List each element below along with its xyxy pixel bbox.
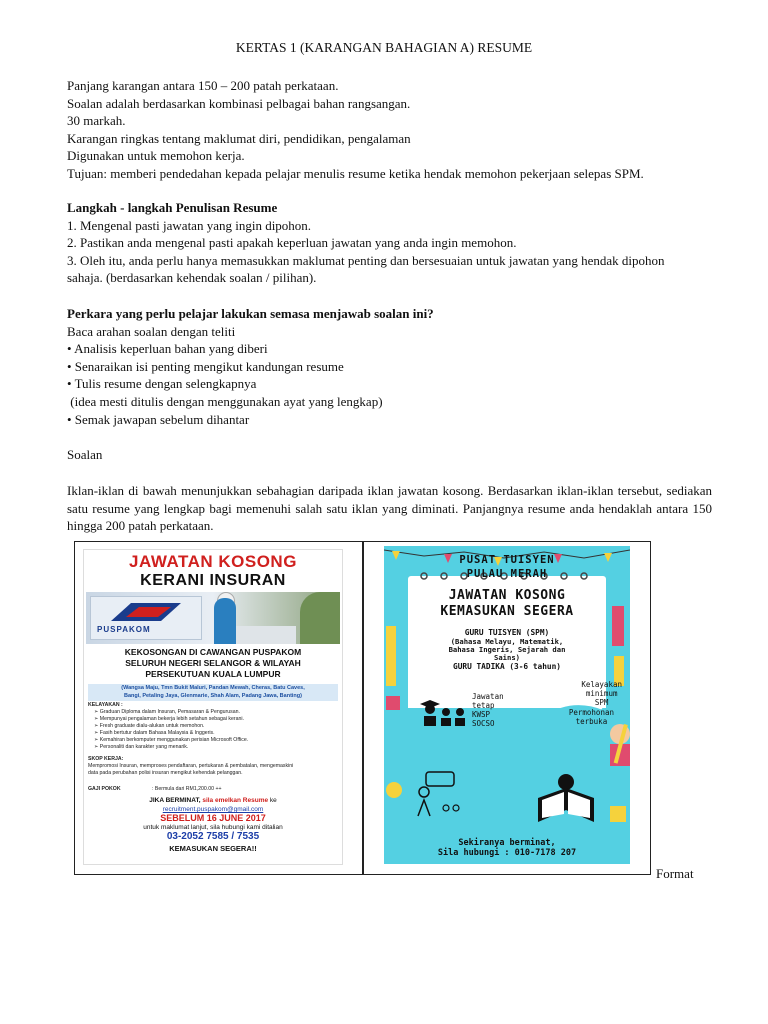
tree [300, 592, 340, 644]
ad1-deadline: SEBELUM 16 JUNE 2017 [160, 813, 266, 823]
intro-line: 30 markah. [67, 113, 126, 129]
scope-line: data pada perubahan polisi insuran mengikut kehendak pelanggan. [88, 770, 243, 776]
step-item: 2. Pastikan anda mengenal pasti apakah keperluan jawatan yang anda ingin memohon. [67, 235, 517, 251]
ad2-contact-1: Sekiranya berminat, [458, 838, 556, 848]
salary-label: GAJI POKOK [88, 786, 121, 792]
qual-item: ➢ Mempunyai pengalaman bekerja lebih setahun sebagai kerani. [94, 716, 244, 722]
steps-heading: Langkah - langkah Penulisan Resume [67, 200, 278, 215]
format-label: Format [656, 866, 694, 881]
qual-line: Kelayakan [581, 680, 622, 689]
tip-item: • Analisis keperluan bahan yang diberi [67, 341, 268, 357]
tip-item: (idea mesti ditulis dengan menggunakan ayat yang lengkap) [67, 393, 383, 409]
table-divider [362, 542, 364, 874]
cta-highlight: sila emelkan Resume [202, 797, 269, 804]
ad1-urgent: KEMASUKAN SEGERA!! [169, 844, 257, 853]
ad1-salary [88, 786, 338, 793]
ad-pusat-tuisyen [384, 546, 630, 864]
person-figure [214, 598, 236, 644]
page-title: KERTAS 1 (KARANGAN BAHAGIAN A) RESUME [235, 40, 533, 55]
ad1-phone: 03-2052 7585 / 7535 [166, 831, 260, 842]
ad2-contact-2: Sila hubungi : 010-7178 207 [437, 848, 577, 858]
ad2-headline-1: JAWATAN KOSONG [448, 588, 566, 603]
ad2-open [569, 708, 614, 726]
ad2-qualification [581, 680, 622, 707]
ad1-title: JAWATAN KOSONG [129, 552, 297, 571]
branch-line: KEKOSONGAN DI CAWANGAN PUSPAKOM [124, 647, 302, 657]
ad1-areas [88, 684, 338, 701]
salary-value: : Bermula dari RM1,200.00 ++ [152, 786, 222, 792]
ad2-job1: GURU TUISYEN (SPM) [464, 628, 550, 637]
qual-line: SPM [594, 698, 609, 707]
question-text: Iklan-iklan di bawah menunjukkan sebahagian daripada iklan jawatan kosong. Berdasarkan iklan-iklan tersebut, sediakan satu resume yang lengkap bagi memenuhi salah satu iklan yang diminati. Panjangnya resume anda hendaklah antara 150 hingga 200 patah perkataan. [67, 483, 712, 534]
benefit-line: SOCSO [472, 719, 495, 728]
intro-section [67, 77, 712, 183]
intro-line: Karangan ringkas tentang maklumat diri, pendidikan, pengalaman [67, 130, 411, 146]
qual-item: ➢ Fasih bertutur dalam Bahasa Malaysia & Inggeris. [94, 730, 215, 736]
ad2-job2: GURU TADIKA (3-6 tahun) [453, 662, 561, 671]
benefit-line: tetap [472, 701, 495, 710]
open-line: terbuka [575, 717, 608, 726]
steps-section [67, 199, 712, 287]
tip-item: • Senaraikan isi penting mengikut kandungan resume [67, 358, 344, 374]
tips-heading: Perkara yang perlu pelajar lakukan semasa menjawab soalan ini? [67, 306, 434, 321]
ad1-scope [88, 756, 338, 777]
branch-line: SELURUH NEGERI SELANGOR & WILAYAH [125, 658, 301, 668]
ad1-contact-note: untuk maklumat lanjut, sila hubungi kami ditalian [143, 824, 283, 831]
intro-line: Tujuan: memberi pendedahan kepada pelajar menulis resume ketika hendak memohon pekerjaan selepas SPM. [67, 165, 644, 181]
benefit-line: Jawatan [472, 692, 504, 701]
question-section [67, 482, 712, 535]
tip-item: Baca arahan soalan dengan teliti [67, 323, 236, 339]
ad1-photo [86, 592, 340, 644]
ad2-title-2: PULAU MERAH [466, 568, 548, 580]
intro-line: Panjang karangan antara 150 – 200 patah perkataan. [67, 78, 339, 93]
question-label [67, 446, 712, 464]
area-line: (Wangsa Maju, Tmn Bukit Maluri, Pandan Mewah, Cheras, Batu Caves, [121, 685, 305, 691]
tip-item: • Semak jawapan sebelum dihantar [67, 411, 250, 427]
intro-line: Soalan adalah berdasarkan kombinasi pelbagai bahan rangsangan. [67, 95, 411, 111]
open-line: Permohonan [568, 708, 614, 717]
desk [236, 626, 296, 644]
scope-heading: SKOP KERJA: [88, 756, 124, 762]
scope-line: Mempromosi Insuran, memproses pendaftaran, pertukaran & pembatalan, mengemaskini [88, 763, 294, 769]
tip-item: • Tulis resume dengan selengkapnya [67, 376, 257, 392]
qual-item: ➢ Kemahiran berkomputer menggunakan perisian Microsoft Office. [94, 737, 249, 743]
step-item: 1. Mengenal pasti jawatan yang ingin dipohon. [67, 217, 312, 233]
ad2-job1-sub: Bahasa Ingeris, Sejarah dan [448, 645, 566, 654]
puspakom-logo-icon [91, 597, 201, 627]
benefit-line: KWSP [472, 710, 491, 719]
ad1-subtitle: KERANI INSURAN [140, 572, 286, 589]
cta-text: JIKA BERMINAT, [149, 797, 203, 804]
step-item: sahaja. (berdasarkan kehendak soalan / pilihan). [67, 270, 317, 286]
qual-item: ➢ Fresh graduate dialu-alukan untuk memohon. [94, 723, 205, 729]
ad1-cta [84, 796, 342, 853]
ad2-job1-sub: Sains) [494, 653, 520, 662]
ad2-job1-sub: (Bahasa Melayu, Matematik, [450, 637, 564, 646]
tips-section [67, 305, 712, 428]
puspakom-logo [90, 596, 202, 640]
ad1-qualifications [88, 702, 338, 751]
ad2-title-1: PUSAT TUISYEN [459, 554, 555, 566]
ad-kerani-insuran [83, 549, 343, 865]
question-label-text: Soalan [67, 447, 103, 462]
qual-heading: KELAYAKAN : [88, 702, 123, 708]
ad1-branch [84, 647, 342, 680]
step-item: 3. Oleh itu, anda perlu hanya memasukkan maklumat penting dan bersesuaian untuk jawatan yang hendak dipohon [67, 252, 665, 268]
intro-line: Digunakan untuk memohon kerja. [67, 148, 245, 164]
qual-item: ➢ Graduan Diploma dalam Insuran, Pemasaran & Pengurusan. [94, 709, 240, 715]
ad2-benefits [472, 692, 504, 728]
ad2-headline-2: KEMASUKAN SEGERA [440, 604, 574, 619]
qual-line: minimum [585, 689, 618, 698]
ad1-email-link[interactable]: recruitment.puspakom@gmail.com [162, 806, 264, 813]
cta-suffix: ke [268, 797, 277, 804]
qual-item: ➢ Personaliti dan karakter yang menarik. [94, 744, 189, 750]
area-line: Bangi, Petaling Jaya, Glenmarie, Shah Alam, Padang Jawa, Banting) [124, 692, 302, 699]
branch-line: PERSEKUTUAN KUALA LUMPUR [145, 669, 281, 679]
puspakom-logo-text: PUSPAKOM [97, 625, 151, 634]
